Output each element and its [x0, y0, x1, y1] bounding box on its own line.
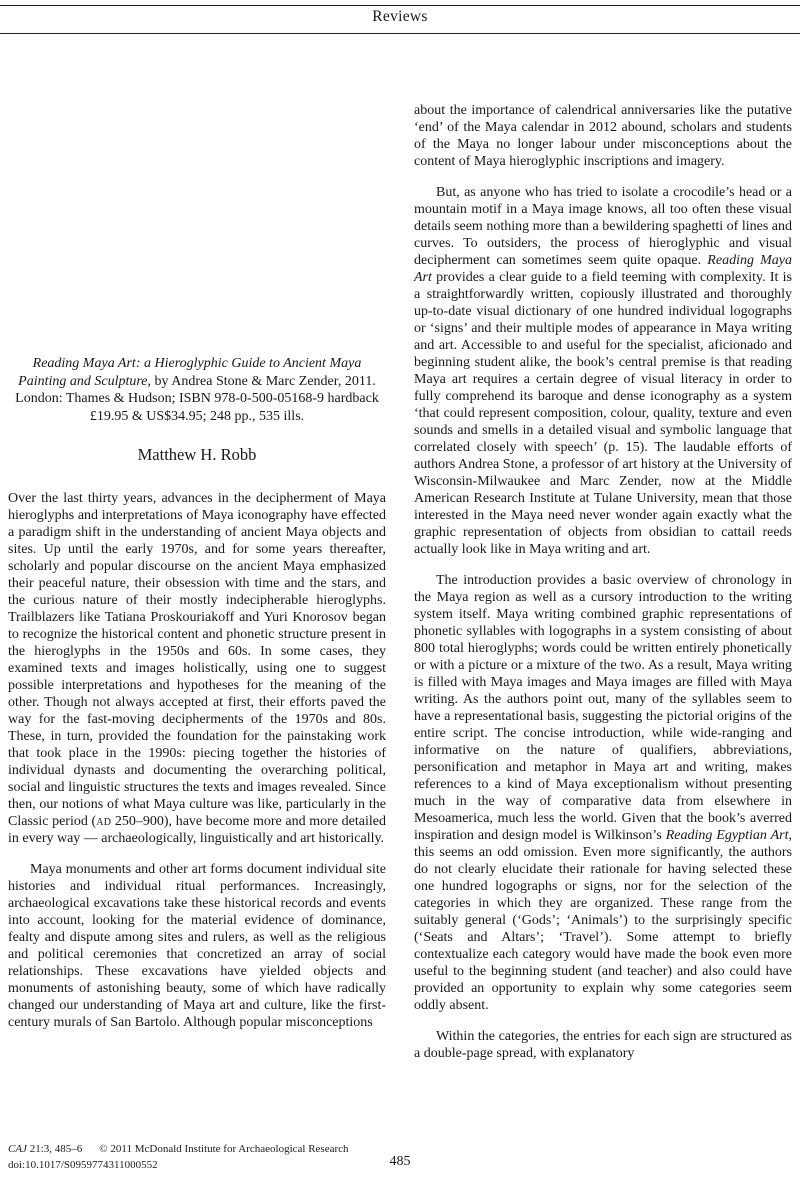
left-column	[8, 34, 386, 1076]
issue-pages: 21:3, 485–6	[29, 1143, 83, 1155]
body-paragraph: Maya monuments and other art forms document individual site histories and individual ritual performances. Increasingly, archaeological excavations take these historical records and events into account, looking for the material evidence of dominance, fealty and dispute among sites and rulers, as well as the religious and political ceremonies that concretized an array of social relationships. These excavations have yielded objects and monuments of astonishing beauty, some of which have radically changed our understanding of Maya art and culture, like the first-century murals of San Bartolo. Although popular misconceptions	[8, 862, 386, 1031]
body-paragraph: Over the last thirty years, advances in the decipherment of Maya hieroglyphs and interpretations of Maya iconography have effected a paradigm shift in the understanding of ancient Maya objects and sites. Up until the early 1970s, and for some years thereafter, scholarly and popular discourse on the ancient Maya emphasized their peaceful nature, their obsession with time and the stars, and the curious nature of their mostly indecipherable hieroglyphs. Trailblazers like Tatiana Proskouriakoff and Yuri Knorosov began to recognize the historical content and phonetic structure present in the hieroglyphs in the 1950s and 60s. In some cases, they examined texts and images holistically, using one to suggest possible interpretations and hypotheses for the meaning of the other. Though not always accepted at first, their efforts paved the way for the fast-moving decipherments of the 1970s and 80s. These, in turn, provided the foundation for the painstaking work that took place in the 1990s: piecing together the histories of individual dynasts and documenting the overarching political, social and linguistic structures the texts and images revealed. Since then, our notions of what Maya culture was like, particularly in the Classic period (ad 250–900), have become more and more detailed in every way — archaeologically, linguistically and art historically.	[8, 491, 386, 847]
reviewer-name: Matthew H. Robb	[137, 445, 257, 465]
body-paragraph: about the importance of calendrical anniversaries like the putative ‘end’ of the Maya calendar in 2012 abound, scholars and students of the Maya no longer labour under misconceptions about the content of Maya hieroglyphic inscriptions and imagery.	[414, 103, 792, 169]
journal-abbreviation: CAJ	[8, 1143, 27, 1155]
book-citation: Reading Maya Art: a Hieroglyphic Guide to Ancient Maya Painting and Sculpture, by Andrea Stone & Marc Zender, 2011. London: Thames & Hudson; ISBN 978-0-500-05168-9 hardback £19.95 & US$34.95; 248 pp., 535 ills.	[15, 356, 379, 424]
body-paragraph: The introduction provides a basic overview of chronology in the Maya region as well as a cursory introduction to the writing system itself. Maya writing combined graphic representations of phonetic syllables with logographs in a system consisting of about 800 total hieroglyphs; words could be written entirely phonetically or with a picture or a mixture of the two. As a result, Maya writing is filled with Maya images and Maya images are filled with Maya writing. As the authors point out, many of the syllables seem to have a representational basis, suggesting the pictorial origins of the entire script. The concise introduction, while wide-ranging and informative on the nature of qualifiers, abbreviations, personification and metaphor in Maya art and writing, makes references to a kind of Maya exceptionalism without presenting much in the way of comparative data from elsewhere in Mesoamerica, much less the world. Given that the book’s averred inspiration and design model is Wilkinson’s Reading Egyptian Art, this seems an odd omission. Even more significantly, the authors do not clearly elucidate their rationale for having selected these one hundred logographs or signs, nor for the selection of the categories in which they are organized. These range from the suitably general (‘Gods’; ‘Animals’) to the surprisingly specific (‘Seats and Altars’; ‘Travel’). Some attempt to briefly contextualize each category would have made the book even more useful to the beginning student (and teacher) and also could have provided an opportunity to explain why some categories seem oddly absent.	[414, 573, 792, 1013]
doi-line: doi:10.1017/S0959774311000552	[8, 1159, 158, 1171]
body-paragraph: But, as anyone who has tried to isolate a crocodile’s head or a mountain motif in a Maya image knows, all too often these visual details seem nothing more than a bewildering spaghetti of lines and curves. To outsiders, the process of hieroglyphic and visual decipherment can sometimes seem quite opaque. Reading Maya Art provides a clear guide to a field teeming with complexity. It is a straightforwardly written, copiously illustrated and thoroughly up-to-date visual dictionary of one hundred individual logographs or ‘signs’ and their multiple modes of appearance in Maya writing and art. Accessible to and useful for the specialist, aficionado and beginning student alike, the book’s central premise is that reading Maya art requires a certain degree of visual literacy in order to fully comprehend its baroque and dense iconography as a system ‘that could represent composition, colour, quality, texture and even sounds and smells in a detailed visual and symbolic language that correlated closely with speech’ (p. 15). The laudable efforts of authors Andrea Stone, a professor of art history at the University of Wisconsin-Milwaukee and Marc Zender, now at the Middle American Research Institute at Tulane University, mean that those interested in the Maya need never wonder again exactly what the graphic representation of objects from obsidian to cattail reeds actually look like in Maya writing and art.	[414, 185, 793, 557]
two-column-body	[8, 34, 792, 1076]
copyright-notice: © 2011 McDonald Institute for Archaeological Research	[99, 1143, 349, 1155]
running-head: Reviews	[372, 8, 428, 25]
header-top-rule	[0, 5, 800, 6]
body-paragraph: Within the categories, the entries for each sign are structured as a double-page spread, with explanatory	[414, 1029, 792, 1061]
page-number: 485	[389, 1154, 411, 1169]
right-column	[414, 34, 792, 1076]
